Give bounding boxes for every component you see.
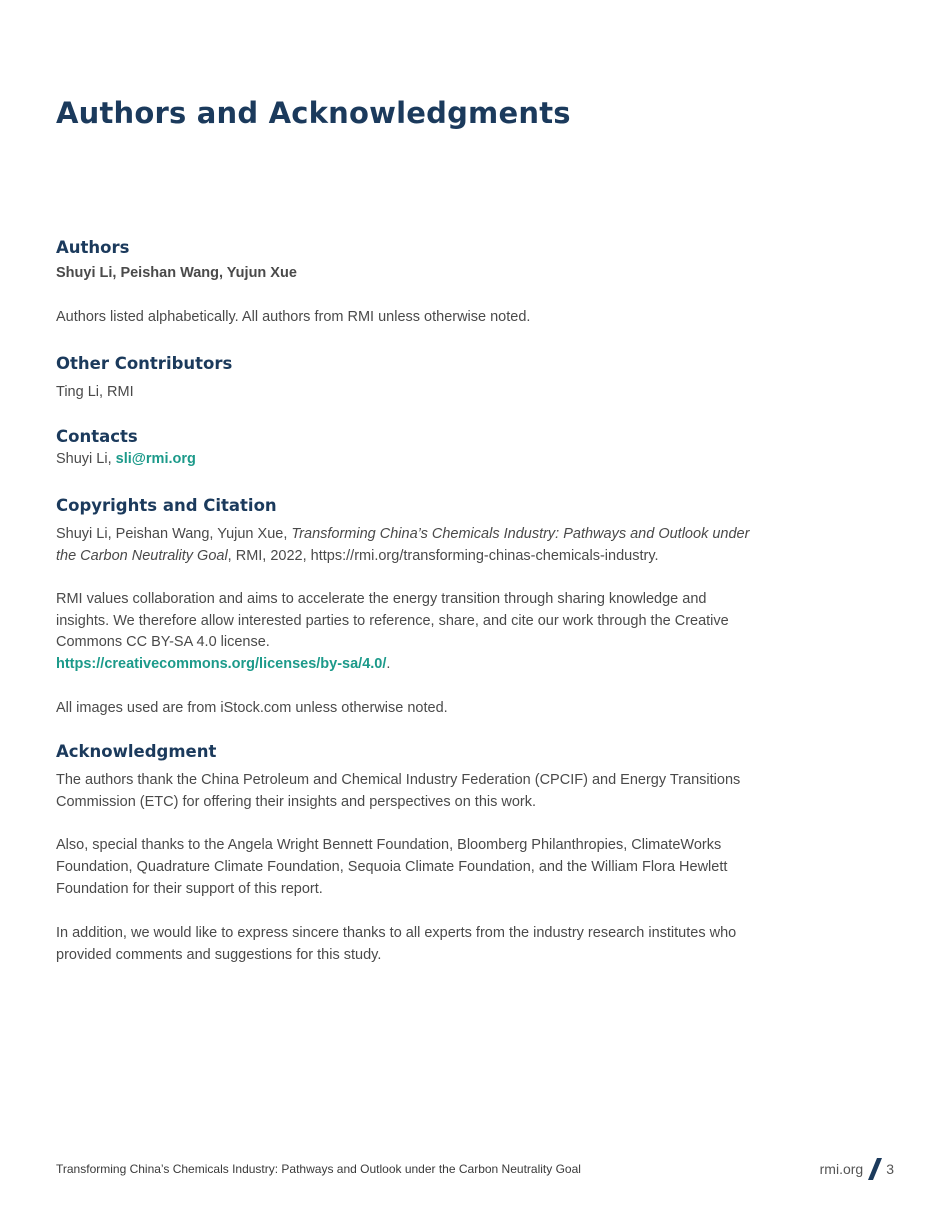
copyright-heading: Copyrights and Citation bbox=[56, 496, 277, 516]
footer-page-info bbox=[820, 1158, 894, 1180]
citation-details: , RMI, 2022, https://rmi.org/transforming-chinas-chemicals-industry. bbox=[227, 547, 659, 564]
license-text: RMI values collaboration and aims to accelerate the energy transition through sharing knowledge and insights. We therefore allow interested parties to reference, share, and cite our work through the Creative Commons CC BY-SA 4.0 license. bbox=[56, 590, 729, 651]
license-line bbox=[56, 654, 756, 676]
footer-site[interactable]: rmi.org bbox=[819, 1161, 864, 1177]
images-note: All images used are from iStock.com unless otherwise noted. bbox=[56, 699, 448, 716]
authors-heading: Authors bbox=[56, 238, 130, 257]
contacts-line bbox=[56, 449, 756, 471]
page-title: Authors and Acknowledgments bbox=[56, 96, 571, 130]
license-link-period: . bbox=[386, 656, 391, 673]
citation bbox=[56, 524, 756, 568]
citation-title: Transforming China’s Chemicals Industry: Pathways and Outlook under the Carbon Neutrality Goal bbox=[56, 526, 750, 564]
contact-email-link[interactable]: sli@rmi.org bbox=[115, 451, 196, 468]
acknowledgment-paragraph-1: The authors thank the China Petroleum and Chemical Industry Federation (CPCIF) and Energy Transitions Commission (ETC) for offering their insights and perspectives on this work. bbox=[56, 771, 741, 810]
authors-names: Shuyi Li, Peishan Wang, Yujun Xue bbox=[56, 265, 297, 281]
slash-icon bbox=[868, 1158, 882, 1180]
acknowledgment-paragraph-2: Also, special thanks to the Angela Wright Bennett Foundation, Bloomberg Philanthropies, ClimateWorks Foundation, Quadrature Climate Foundation, Sequoia Climate Foundation, and the William Flora Hewlett Foundation for their support of this report. bbox=[56, 837, 728, 897]
contributors-heading: Other Contributors bbox=[56, 353, 233, 373]
contacts-heading: Contacts bbox=[56, 427, 138, 447]
acknowledgment-heading: Acknowledgment bbox=[56, 741, 217, 761]
contributors-names: Ting Li, RMI bbox=[56, 383, 134, 400]
contact-name: Shuyi Li, bbox=[56, 451, 116, 468]
footer-report-title: Transforming China’s Chemicals Industry: Pathways and Outlook under the Carbon Neutrality Goal bbox=[56, 1162, 581, 1176]
authors-note: Authors listed alphabetically. All authors from RMI unless otherwise noted. bbox=[56, 308, 531, 325]
license-link[interactable]: https://creativecommons.org/licenses/by-sa/4.0/ bbox=[56, 656, 387, 673]
citation-authors: Shuyi Li, Peishan Wang, Yujun Xue, bbox=[56, 526, 292, 543]
acknowledgment-paragraph-3: In addition, we would like to express sincere thanks to all experts from the industry research institutes who provided comments and suggestions for this study. bbox=[56, 924, 737, 963]
page-number: 3 bbox=[886, 1161, 894, 1177]
content bbox=[56, 236, 756, 966]
